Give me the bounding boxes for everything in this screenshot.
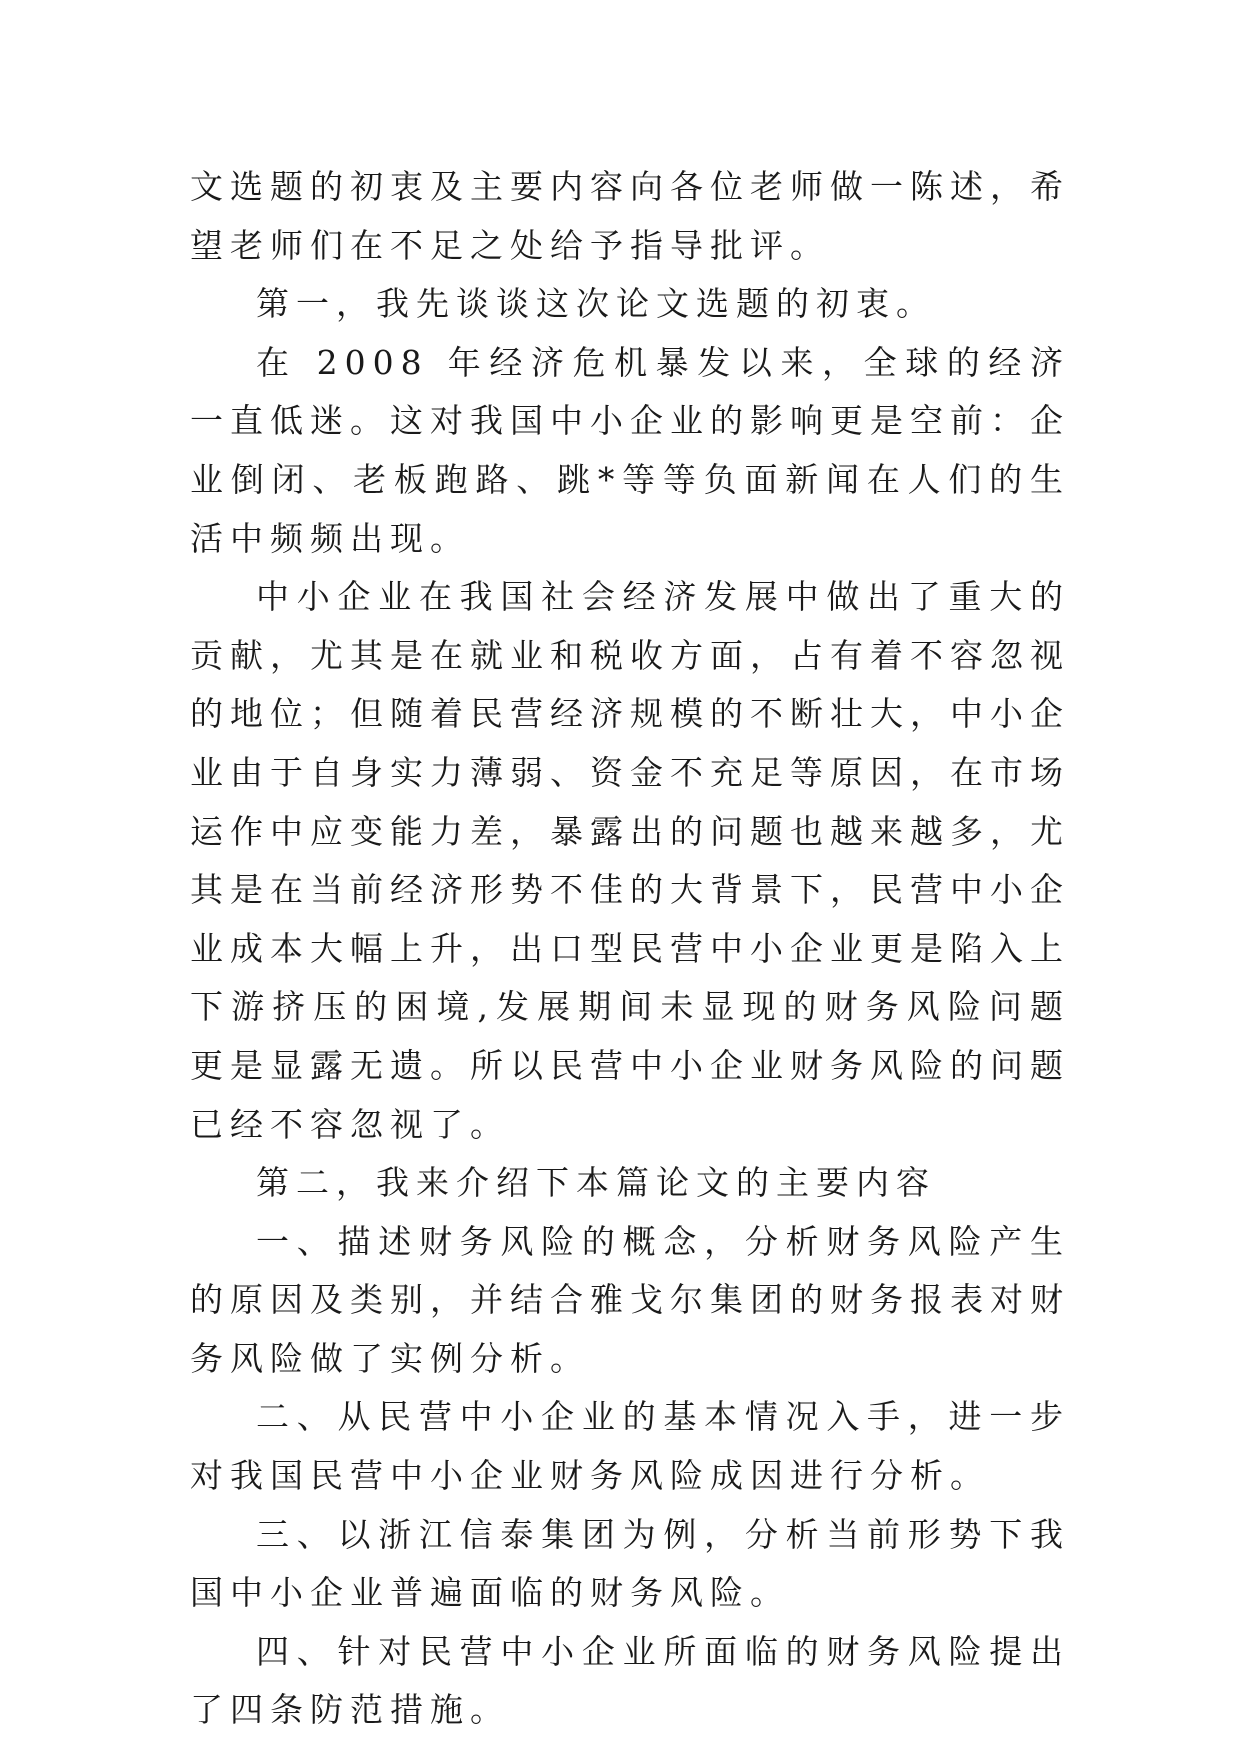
paragraph-content-item-2: 二、从民营中小企业的基本情况入手，进一步对我国民营中小企业财务风险成因进行分析。 bbox=[190, 1397, 1070, 1496]
paragraph-second-point: 第二，我来介绍下本篇论文的主要内容 bbox=[256, 1163, 936, 1203]
document-body bbox=[190, 158, 1070, 1740]
paragraph-continued: 文选题的初衷及主要内容向各位老师做一陈述，希望老师们在不足之处给予指导批评。 bbox=[190, 167, 1070, 265]
paragraph-content-item-1: 一、描述财务风险的概念，分析财务风险产生的原因及类别，并结合雅戈尔集团的财务报表对财务风险做了实例分析。 bbox=[190, 1221, 1070, 1378]
paragraph-crisis: 在 2008 年经济危机暴发以来，全球的经济一直低迷。这对我国中小企业的影响更是空前：企业倒闭、老板跑路、跳*等等负面新闻在人们的生活中频频出现。 bbox=[190, 342, 1070, 558]
paragraph-sme-contribution: 中小企业在我国社会经济发展中做出了重大的贡献，尤其是在就业和税收方面，占有着不容忽视的地位；但随着民营经济规模的不断壮大，中小企业由于自身实力薄弱、资金不充足等原因，在市场运作中应变能力差，暴露出的问题也越来越多，尤其是在当前经济形势不佳的大背景下，民营中小企业成本大幅上升，出口型民营中小企业更是陷入上下游挤压的困境,发展期间未显现的财务风险问题更是显露无遗。所以民营中小企业财务风险的问题已经不容忽视了。 bbox=[190, 577, 1070, 1144]
paragraph-first-point: 第一，我先谈谈这次论文选题的初衷。 bbox=[256, 284, 936, 324]
paragraph-content-item-4: 四、针对民营中小企业所面临的财务风险提出了四条防范措施。 bbox=[190, 1631, 1070, 1730]
paragraph-content-item-3: 三、以浙江信泰集团为例，分析当前形势下我国中小企业普遍面临的财务风险。 bbox=[190, 1514, 1070, 1613]
